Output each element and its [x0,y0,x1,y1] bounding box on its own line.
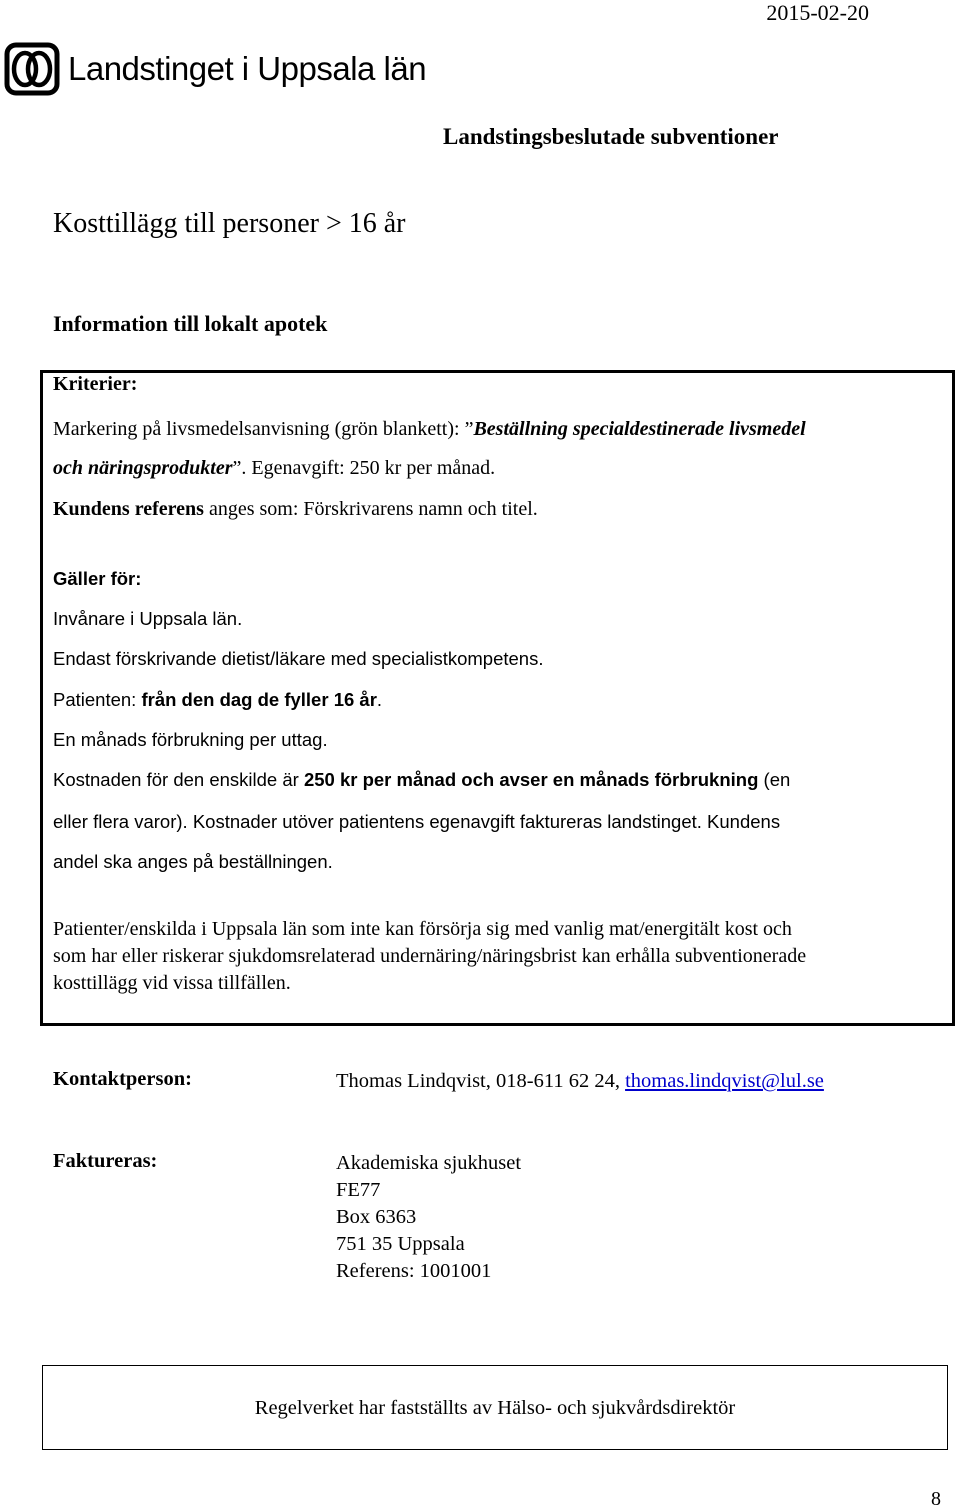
document-subtitle: Landstingsbeslutade subventioner [443,124,779,149]
text-run: ”. Egenavgift: 250 kr per månad. [232,457,496,479]
text-run: anges som: Förskrivarens namn och titel. [203,498,538,520]
applies-heading: Gäller för: [53,568,142,589]
billing-label: Faktureras: [53,1150,158,1172]
billing-address [336,1150,521,1285]
criteria-heading: Kriterier: [53,373,138,395]
text-run: . [376,689,383,710]
age-condition-text: från den dag de fyller 16 år [141,689,377,710]
contact-label: Kontaktperson: [53,1068,192,1090]
text-run: Kostnaden för den enskilde är [53,769,304,790]
reference-label: Kundens referens [53,498,204,520]
applies-item: En månads förbrukning per uttag. [53,729,328,750]
applies-item: Invånare i Uppsala län. [53,608,243,629]
logo-text: Landstinget i Uppsala län [68,50,427,87]
info-heading: Information till lokalt apotek [53,311,328,336]
address-line: Akademiska sjukhuset [336,1152,522,1174]
landstinget-emblem-icon [4,40,60,98]
contact-text: Thomas Lindqvist, 018-611 62 24, [336,1070,626,1092]
applies-item: eller flera varor). Kostnader utöver patientens egenavgift faktureras landstinget. Kundens [53,811,781,832]
text-run: (en [758,769,791,790]
page-number: 8 [931,1488,941,1510]
contact-value [336,1068,824,1095]
contact-email-link[interactable]: thomas.lindqvist@lul.se [625,1070,824,1092]
text-run: Markering på livsmedelsanvisning (grön blankett): ” [53,418,474,440]
applies-item: Endast förskrivande dietist/läkare med specialistkompetens. [53,648,544,669]
page-title: Kosttillägg till personer > 16 år [53,208,406,239]
footer-text: Regelverket har fastställts av Hälso- och sjukvårdsdirektör [254,1397,736,1419]
criteria-line-3 [53,498,538,521]
address-line: Referens: 1001001 [336,1260,492,1282]
description-line: Patienter/enskilda i Uppsala län som inte kan försörja sig med vanlig mat/energitält kost och [53,918,792,940]
footer-box [42,1365,948,1450]
applies-item: andel ska anges på beställningen. [53,851,333,872]
document-date: 2015-02-20 [766,0,869,25]
address-line: FE77 [336,1179,381,1201]
applies-item [53,689,382,711]
form-name-text: och näringsprodukter [53,457,233,479]
text-run: Patienten: [53,689,142,710]
applies-item [53,769,790,791]
address-line: Box 6363 [336,1206,417,1228]
cost-text: 250 kr per månad och avser en månads förbrukning [303,769,759,790]
form-name-text: Beställning specialdestinerade livsmedel [473,418,806,440]
description-line: som har eller riskerar sjukdomsrelaterad undernäring/näringsbrist kan erhålla subventionerade [53,945,807,967]
description-line: kosttillägg vid vissa tillfällen. [53,972,291,994]
criteria-line-1 [53,418,806,441]
address-line: 751 35 Uppsala [336,1233,465,1255]
organization-logo [4,40,426,98]
criteria-line-2 [53,457,495,480]
